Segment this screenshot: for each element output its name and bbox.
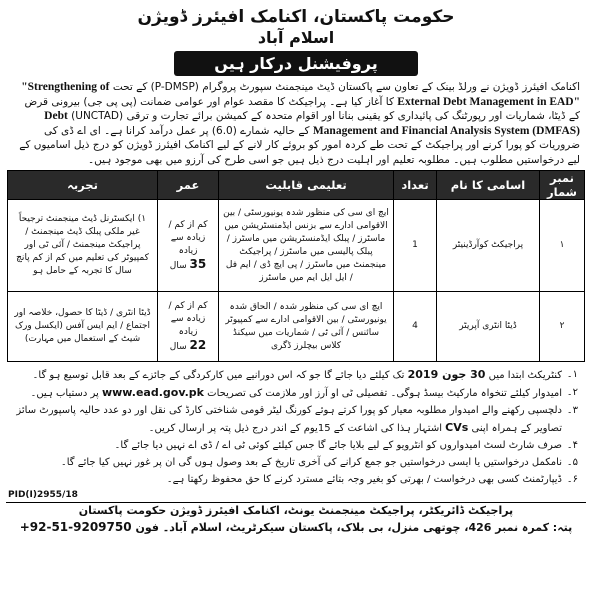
term-text: کنٹریکٹ ابتدا میں [488,370,562,381]
row-count: 4 [394,292,437,362]
room-number: 426 [468,521,492,534]
header-age: عمر [158,171,219,200]
professionals-required-banner: پروفیشنل درکار ہیں [174,51,417,76]
term-text: ڈیپارٹمنٹ کسی بھی درخواست / بھرتی کو بغیر وجہ بتائے مسترد کرنے کا حق محفوظ رکھتا ہے۔ [166,474,562,485]
row-age [158,200,219,292]
row-qualification: ایچ ای سی کی منظور شدہ / الحاق شدہ یونیورسٹی / بین الاقوامی ادارے سے کمپیوٹر سائنس / آئی ٹی / شماریات میں سیکنڈ کلاس بیچلرز ڈگری [219,292,394,362]
intro-text-2: کا آغاز کیا ہے۔ پراجیکٹ کا مقصد عوام اور عوامی ضمانت (پی پی جی) بیرونی قرض کے ڈیٹا، شماریات اور رپورٹنگ کی پائیداری کو یقینی بنانا اور اقوام متحدہ کے کمیشن برائے تجارت و ترقی (UNCTAD) [24,95,580,122]
header-qualification: تعلیمی قابلیت [219,171,394,200]
row-qualification: ایچ ای سی کی منظور شدہ یونیورسٹی / بین الاقوامی ادارے سے بزنس ایڈمنسٹریشن میں ماسٹرز / پبلک ایڈمنسٹریشن میں ماسٹرز / پبلک پالیسی میں ماسٹرز / پراجیکٹ مینجمنٹ میں ماسٹرز / پی ایچ ڈی / ایم فل / ایل ایل ایم میں ماسٹرز [219,200,394,292]
footer-contact [6,502,586,536]
term-text: پر دستیاب ہیں۔ [30,388,99,399]
term-text: نامکمل درخواستیں یا ایسی درخواستیں جو جمع کرانے کی آخری تاریخ کے بعد وصول ہوں گی ان پر غور نہیں کیا جائے گا۔ [60,457,562,468]
row-age [158,292,219,362]
row-post: پراجیکٹ کوآرڈینیٹر [437,200,540,292]
term-date: 30 جون 2019 [407,368,486,381]
age-value: 22 [189,337,207,352]
row-serial: ۱ [540,200,585,292]
footer-designation: پراجیکٹ ڈائریکٹر، پراجیکٹ مینجمنٹ یونٹ، اکنامک افیئرز ڈویژن حکومت پاکستان [78,504,514,517]
row-experience: ڈیٹا انٹری / ڈیٹا کا حصول، خلاصہ اور اجتماع / ایم ایس آفس (ایکسل ورک شیٹ کے استعمال میں مہارت) [8,292,158,362]
header-experience: تجربہ [8,171,158,200]
term-text: تک کیلئے دیا جائے گا جو کہ اس دورانیے میں کارکردگی کے جائزے کے بعد قابل توسیع ہو گا۔ [32,370,405,381]
term-number: ۲۔ [566,387,578,398]
term-text: صرف شارٹ لسٹ امیدواروں کو انٹرویو کے لیے بلایا جائے گا جس کیلئے کوئی ٹی اے / ڈی اے نہیں دیا جائے گا۔ [114,440,562,451]
intro-paragraph [6,80,586,167]
header-serial: نمبر شمار [540,171,585,200]
city-header: اسلام آباد [257,28,335,47]
row-post: ڈیٹا انٹری آپریٹر [437,292,540,362]
govt-header: حکومت پاکستان، اکنامک افیئرز ڈویژن [137,7,455,27]
vacancies-table [7,170,585,362]
term-text: اشتہار ہذا کی اشاعت کے 15یوم کے اندر درج ذیل پتہ پر ارسال کریں۔ [148,423,442,434]
term-text: امیدوار کیلئے تنخواہ مارکیٹ بیسڈ ہوگی۔ تفصیلی ٹی او آرز اور ملازمت کی تصریحات [207,388,562,399]
age-unit: سال [169,260,187,271]
age-label: کم از کم / زیادہ سے زیادہ [168,219,208,256]
age-unit: سال [169,341,187,352]
table-header-row [8,171,585,200]
header-count: تعداد [394,171,437,200]
term-item [14,402,578,437]
term-number: ۳۔ [566,405,578,416]
header-post: اسامی کا نام [437,171,540,200]
intro-text-3: کے حالیہ شمارے (6.0) پر عمل درآمد کرانا ہے۔ ای اے ڈی کی ضروریات کو پورا کرنے اور پراجیکٹ کے تحت طے کردہ امور کو بروئے کار لانے کے لیے اکنامک افیئرز ڈویژن کو درج ذیل اسامیوں کے لیے درخواستیں مطلوب ہیں۔ مطلوبہ تعلیم اور اہلیت درج ذیل ہیں جو اسی طرح کی آرزو میں بھی موجود ہیں۔ [19,124,580,166]
website-link[interactable]: www.ead.gov.pk [101,386,204,399]
term-item [14,454,578,471]
intro-text-1: اکنامک افیئرز ڈویژن نے ورلڈ بینک کے تعاون سے پاکستان ڈیٹ مینجمنٹ سپورٹ پروگرام (P-DMSP) کے تحت [112,81,580,93]
age-value: 35 [189,256,207,271]
address-text: ، چوتھی منزل، بی بلاک، پاکستان سیکرٹریٹ، اسلام آباد۔ فون [135,521,469,534]
banner-wrap [6,51,586,76]
term-text: دلچسپی رکھنے والے امیدوار مطلوبہ معیار کو پورا کرتے ہوئے کورنگ لیٹر قومی شناختی کارڈ کی نقل اور دو عدد حالیہ پاسپورٹ سائز تصاویر کے ہمراہ اپنی [16,405,562,434]
age-label: کم از کم / زیادہ سے زیادہ [168,300,208,337]
row-serial: ۲ [540,292,585,362]
term-item [14,437,578,454]
term-item [14,384,578,402]
pid-code: PID(I)2955/18 [8,490,78,500]
row-experience: ۱) ایکسٹرنل ڈیٹ مینجمنٹ ترجیحاً غیر ملکی پبلک ڈیٹ مینجمنٹ / پراجیکٹ مینجمنٹ / آئی ٹی اور کمپیوٹر کی تعلیم میں کم از کم پانچ سال کا تجربہ کے حامل ہو [8,200,158,292]
term-number: ۱۔ [566,369,578,380]
term-number: ۶۔ [566,474,578,485]
footer-address [6,519,586,536]
term-number: ۴۔ [566,440,578,451]
term-item [14,471,578,488]
table-row [8,292,585,362]
intro-system-name: Debt Management and Financial Analysis System (DMFAS) [44,110,580,137]
intro-project-name: "Strengthening of External Debt Management in EAD" [21,81,580,108]
address-prefix: پتہ: کمرہ نمبر [495,521,573,534]
term-cvs: CVs [445,421,469,434]
phone-number: +92-51-9209750 [19,520,132,534]
table-row [8,200,585,292]
term-item [14,366,578,384]
terms-list [6,366,586,488]
row-count: 1 [394,200,437,292]
term-number: ۵۔ [566,457,578,468]
